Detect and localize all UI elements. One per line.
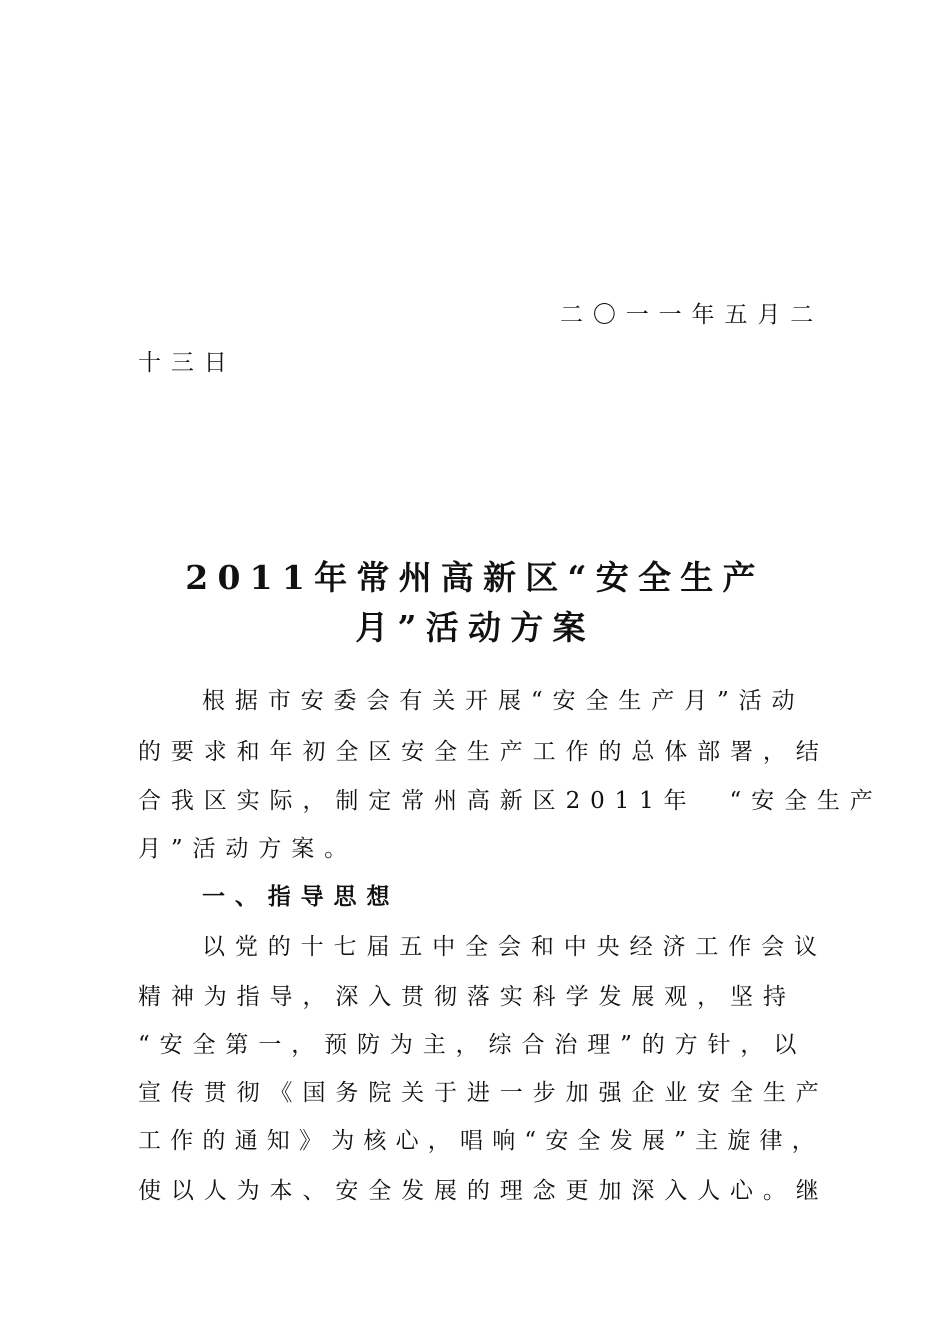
intro-line-3: 合我区实际，制定常州高新区2011年 “安全生产 <box>138 788 883 814</box>
section1-line-2: 精神为指导，深入贯彻落实科学发展观，坚持 <box>138 984 796 1010</box>
section1-line-6: 使以人为本、安全发展的理念更加深入人心。继 <box>138 1178 829 1204</box>
intro-line-4: 月”活动方案。 <box>138 836 357 862</box>
section1-line-4: 宣传贯彻《国务院关于进一步加强企业安全生产 <box>138 1080 829 1106</box>
date-line-1: 二〇一一年五月二 <box>560 302 824 328</box>
intro-line-2: 的要求和年初全区安全生产工作的总体部署，结 <box>138 739 829 765</box>
date-line-2: 十三日 <box>138 350 237 376</box>
section-heading-guiding-ideology: 一、指导思想 <box>202 883 400 910</box>
document-title-line-2: 月”活动方案 <box>355 608 595 647</box>
document-title-line-1: 2011年常州高新区“安全生产 <box>185 558 765 597</box>
intro-line-1: 根据市安委会有关开展“安全生产月”活动 <box>202 688 805 714</box>
section1-line-1: 以党的十七届五中全会和中央经济工作会议 <box>202 934 827 960</box>
section1-line-3: “安全第一，预防为主，综合治理”的方针，以 <box>138 1032 807 1058</box>
section1-line-5: 工作的通知》为核心，唱响“安全发展”主旋律， <box>138 1128 824 1154</box>
